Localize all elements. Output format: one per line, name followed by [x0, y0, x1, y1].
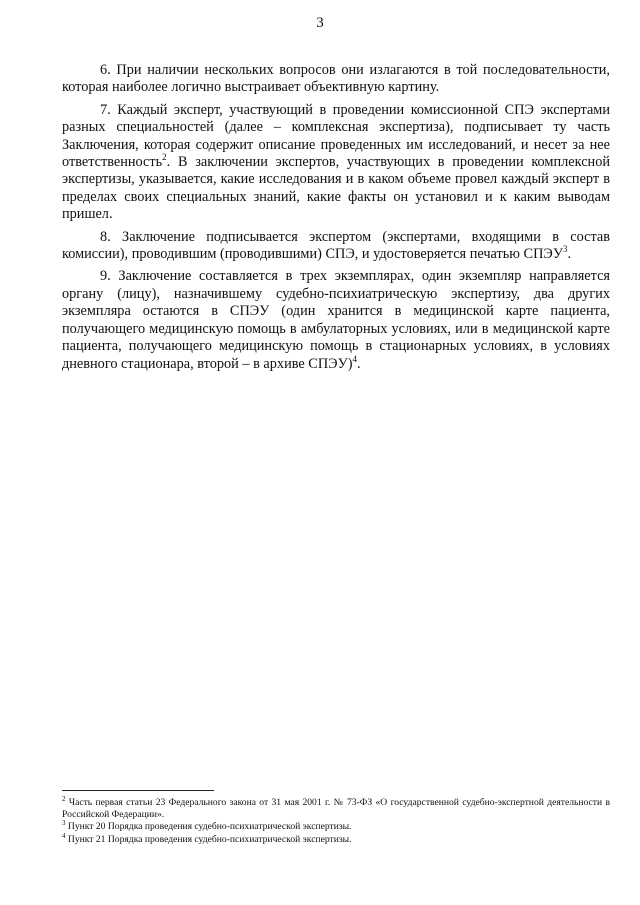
page-number: 3 — [316, 15, 324, 31]
footnote-ref-3: 3 — [562, 244, 568, 255]
paragraph-8-end: . — [567, 246, 572, 263]
footnote-4 — [62, 831, 610, 846]
paragraph-8 — [62, 229, 610, 264]
footnote-4-mark: 4 — [62, 831, 66, 840]
footnote-ref-4: 4 — [352, 353, 357, 364]
paragraph-7 — [62, 102, 610, 224]
footnote-4-text: Пункт 21 Порядка проведения судебно-психиатрической экспертизы. — [65, 833, 352, 845]
paragraph-6: 6. При наличии нескольких вопросов они излагаются в той последовательности, которая наиболее логично выстраивает объективную картину. — [62, 62, 610, 96]
paragraph-9-text: 9. Заключение составляется в трех экземплярах, один экземпляр направляется органу (лицу), назначившему судебно-психиатрическую экспертизу, два других экземпляра остаются в СПЭУ (один хранится в медицинской карте пациента, получающего медицинскую помощь в амбулаторных условиях, или в медицинской карте пациента, получающего медицинскую помощь в стационарных условиях, в условиях дневного стационара, второй – в архиве СПЭУ) — [62, 268, 610, 372]
paragraph-8-text: 8. Заключение подписывается экспертом (экспертами, входящими в состав комиссии), проводившим (проводившими) СПЭ, и удостоверяется печатью СПЭУ — [62, 228, 610, 263]
footnote-divider — [62, 790, 214, 791]
paragraph-7-text-b: . В заключении экспертов, участвующих в проведении комплексной экспертизы, указывается, какие исследования и в каком объеме провел каждый эксперт в пределах своих специальных знаний, какие факты он установил и к каким выводам пришел. — [62, 154, 610, 223]
footnote-3 — [62, 821, 610, 833]
paragraph-9-end: . — [357, 355, 361, 372]
footnote-3-mark: 3 — [62, 819, 66, 828]
footnote-2-text: Часть первая статьи 23 Федерального закона от 31 мая 2001 г. № 73-ФЗ «О государственной судебно-экспертной деятельности в Российской Федерации». — [62, 797, 610, 821]
footnote-ref-2: 2 — [162, 152, 167, 163]
footnote-2-mark: 2 — [62, 794, 66, 803]
footnote-2 — [62, 794, 610, 821]
document-body — [62, 62, 610, 378]
paragraph-7-text-a: 7. Каждый эксперт, участвующий в проведении комиссионной СПЭ экспертами разных специальностей (далее – комплексная экспертиза), подписывает ту часть Заключения, которая содержит описание проведенных им исследований, и несет за нее ответственность — [62, 101, 610, 171]
paragraph-9 — [62, 268, 610, 372]
footnotes — [62, 794, 610, 846]
footnote-3-text: Пункт 20 Порядка проведения судебно-психиатрической экспертизы. — [65, 821, 352, 833]
